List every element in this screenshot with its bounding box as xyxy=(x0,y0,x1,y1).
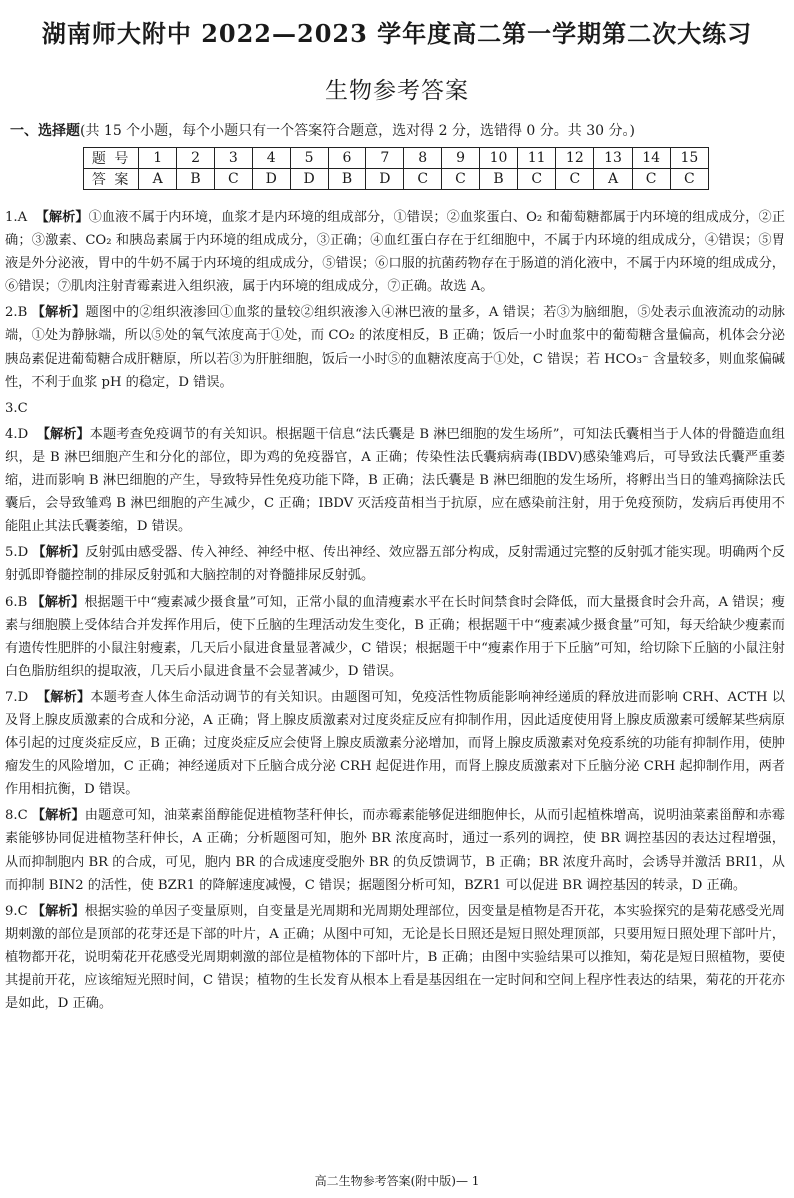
answer-cell: C xyxy=(404,169,442,190)
answer-cell: D xyxy=(290,169,328,190)
question-number-cell: 6 xyxy=(328,148,366,169)
answer-table xyxy=(83,147,709,190)
answer-cell: A xyxy=(139,169,177,190)
analysis-tag: 【解析】 xyxy=(31,305,86,321)
explanation-text: 根据实验的单因子变量原则，自变量是光周期和光周期处理部位，因变量是植物是否开花，本实验探究的是菊花感受光周期刺激的部位是顶部的花芽还是下部的叶片，A 正确；从图中可知，无论是长日照还是短日照处理顶部，只要用短日照处理下部叶片，植物都开花，说明菊花开花感受光周期刺激的部位是植物体的下部叶片，B 正确；由图中实验结果可以推知，菊花是短日照植物，要使其提前开花，应该缩短光照时间，C 错误；植物的生长发育从根本上看是基因组在一定时间和空间上程序性表达的结果，菊花的开花亦是如此，D 正确。 xyxy=(5,903,785,1012)
question-explanation xyxy=(5,541,785,587)
question-number-cell: 9 xyxy=(442,148,480,169)
answer-cell: C xyxy=(518,169,556,190)
analysis-tag: 【解析】 xyxy=(36,426,90,442)
question-explanation xyxy=(5,206,785,298)
analysis-tag: 【解析】 xyxy=(32,545,86,561)
question-number-cell: 3 xyxy=(214,148,252,169)
explanation-text: 根据题干中“瘦素减少摄食量”可知，正常小鼠的血清瘦素水平在长时间禁食时会降低，而大量摄食时会升高，A 错误；瘦素与细胞膜上受体结合并发挥作用后，使下丘脑的生理活动发生变化，B 正确；根据题干中“瘦素减少摄食量”可知，每天给缺少瘦素而有遗传性肥胖的小鼠注射瘦素，几天后小鼠进食量显著减少，C 错误；根据题干中“瘦素作用于下丘脑”可知，给切除下丘脑的小鼠注射白色脂肪组织的提取液，几天后小鼠进食量不会显著减少，D 错误。 xyxy=(5,594,785,679)
answer-cell: B xyxy=(328,169,366,190)
explanation-text: ①血液不属于内环境，血浆才是内环境的组成部分，①错误；②血浆蛋白、O₂ 和葡萄糖都属于内环境的组成成分，②正确；③激素、CO₂ 和胰岛素属于内环境的组成成分，③正确；④血红蛋白存在于红细胞中，不属于内环境的组成成分，④错误；⑤胃液是外分泌液，胃中的牛奶不属于内环境的组成成分，⑤错误；⑥口服的抗菌药物存在于肠道的消化液中，不属于内环境的组成成分，⑥错误；⑦肌肉注射青霉素进入组织液，属于内环境的组成成分，⑦正确。故选 A。 xyxy=(5,210,786,295)
answer-cell: D xyxy=(252,169,290,190)
answer-cell: D xyxy=(366,169,404,190)
section-instructions: (共 15 个小题，每个小题只有一个答案符合题意，选对得 2 分，选错得 0 分。共 30 分。) xyxy=(80,123,635,139)
question-number-cell: 11 xyxy=(518,148,556,169)
analysis-tag: 【解析】 xyxy=(31,903,85,919)
question-number-cell: 5 xyxy=(290,148,328,169)
section-heading xyxy=(10,120,790,140)
answer-table-number-row xyxy=(84,148,709,169)
answer-cell: A xyxy=(594,169,632,190)
answer-cell: B xyxy=(177,169,215,190)
analysis-tag: 【解析】 xyxy=(31,594,85,610)
question-explanation xyxy=(5,900,785,1015)
question-explanation xyxy=(5,397,785,420)
explanation-text: 本题考查免疫调节的有关知识。根据题干信息“法氏囊是 B 淋巴细胞的发生场所”，可知法氏囊相当于人体的骨髓造血组织，是 B 淋巴细胞产生和分化的部位，即为鸡的免疫器官，A 正确；传染性法氏囊病病毒(IBDV)感染雏鸡后，可导致法氏囊严重萎缩，进而影响 B 淋巴细胞的产生，导致特异性免疫功能下降，B 正确；法氏囊是 B 淋巴细胞的发生场所，将孵出当日的雏鸡摘除法氏囊后，会导致雏鸡 B 淋巴细胞的产生减少，C 正确；IBDV 灭活疫苗相当于抗原，应在感染前注射，用于免疫预防，发病后再使用不能阻止其法氏囊萎缩，D 错误。 xyxy=(5,426,785,535)
question-number-cell: 8 xyxy=(404,148,442,169)
question-number: 3.C xyxy=(5,400,28,416)
answer-cell: C xyxy=(670,169,708,190)
question-number-cell: 15 xyxy=(670,148,708,169)
question-explanation xyxy=(5,423,785,538)
analysis-tag: 【解析】 xyxy=(36,689,91,705)
answer-cell: C xyxy=(214,169,252,190)
question-number-cell: 1 xyxy=(139,148,177,169)
question-number-cell: 2 xyxy=(177,148,215,169)
question-explanation xyxy=(5,301,785,393)
page-footer: 高二生物参考答案(附中版)— 1 xyxy=(314,1174,480,1188)
explanation-text: 由题意可知，油菜素甾醇能促进植物茎秆伸长，而赤霉素能够促进细胞伸长，从而引起植株增高，说明油菜素甾醇和赤霉素能够协同促进植物茎秆伸长，A 正确；分析题图可知，胞外 BR 浓度高时，通过一系列的调控，使 BR 调控基因的表达过程增强，从而抑制胞内 BR 的合成，可见，胞内 BR 的合成速度受胞外 BR 的负反馈调节，B 正确；BR 浓度升高时，会诱导并激活 BRI1，从而抑制 BIN2 的活性，使 BZR1 的降解速度减慢，C 错误；据题图分析可知，BZR1 可以促进 BR 调控基因的转录，D 正确。 xyxy=(5,808,785,893)
question-number-cell: 12 xyxy=(556,148,594,169)
row-header-number: 题 号 xyxy=(84,148,139,169)
question-number: 9.C xyxy=(5,903,28,919)
question-number-cell: 14 xyxy=(632,148,670,169)
answer-cell: C xyxy=(556,169,594,190)
explanation-text: 本题考查人体生命活动调节的有关知识。由题图可知，免疫活性物质能影响神经递质的释放进而影响 CRH、ACTH 以及肾上腺皮质激素的合成和分泌，A 正确；肾上腺皮质激素对过度炎症反应有抑制作用，因此适度使用肾上腺皮质激素可缓解某些病原体引起的过度炎症反应，B 正确；过度炎症反应会使肾上腺皮质激素分泌增加，而肾上腺皮质激素对免疫系统的功能有抑制作用，使肿瘤发生的风险增加，C 正确；神经递质对下丘脑合成分泌 CRH 起促进作用，而肾上腺皮质激素对下丘脑分泌 CRH 起抑制作用，两者作用相抗衡，D 错误。 xyxy=(5,689,785,798)
question-explanation xyxy=(5,591,785,683)
question-number: 7.D xyxy=(5,689,29,705)
question-number: 1.A xyxy=(5,210,28,225)
question-number: 4.D xyxy=(5,426,29,442)
question-number: 5.D xyxy=(5,545,29,561)
analysis-tag: 【解析】 xyxy=(31,808,85,824)
question-explanation xyxy=(5,804,785,896)
explanation-text: 题图中的②组织液渗回①血浆的量较②组织液渗入④淋巴液的量多，A 错误；若③为脑细胞，⑤处表示血液流动的动脉端，①处为静脉端，所以⑤处的氧气浓度高于①处，而 CO₂ 的浓度相反，B 正确；饭后一小时血浆中的葡萄糖含量偏高，机体会分泌胰岛素促进葡萄糖合成肝糖原，所以若③为肝脏细胞，饭后一小时⑤的血糖浓度高于①处，C 错误；若 HCO₃⁻ 含量较多，则血浆偏碱性，不利于血浆 pH 的稳定，D 错误。 xyxy=(5,305,785,390)
question-number: 2.B xyxy=(5,305,28,321)
question-number: 8.C xyxy=(5,808,28,824)
question-number-cell: 10 xyxy=(479,148,517,169)
row-header-answer: 答 案 xyxy=(84,169,139,190)
question-number: 6.B xyxy=(5,594,28,610)
page-subtitle: 生物参考答案 xyxy=(325,78,469,104)
answer-table-answer-row xyxy=(84,169,709,190)
answer-cell: C xyxy=(632,169,670,190)
question-number-cell: 13 xyxy=(594,148,632,169)
question-explanation xyxy=(5,686,785,801)
answer-cell: C xyxy=(442,169,480,190)
page-title: 湖南师大附中 2022—2023 学年度高二第一学期第二次大练习 xyxy=(41,19,753,48)
explanation-text: 反射弧由感受器、传入神经、神经中枢、传出神经、效应器五部分构成，反射需通过完整的反射弧才能实现。明确两个反射弧即脊髓控制的排尿反射弧和大脑控制的对脊髓排尿反射弧。 xyxy=(5,545,786,584)
analysis-tag: 【解析】 xyxy=(35,210,89,225)
answer-cell: B xyxy=(479,169,517,190)
question-number-cell: 7 xyxy=(366,148,404,169)
question-number-cell: 4 xyxy=(252,148,290,169)
section-label: 一、选择题 xyxy=(10,123,80,139)
explanations xyxy=(5,206,785,1018)
